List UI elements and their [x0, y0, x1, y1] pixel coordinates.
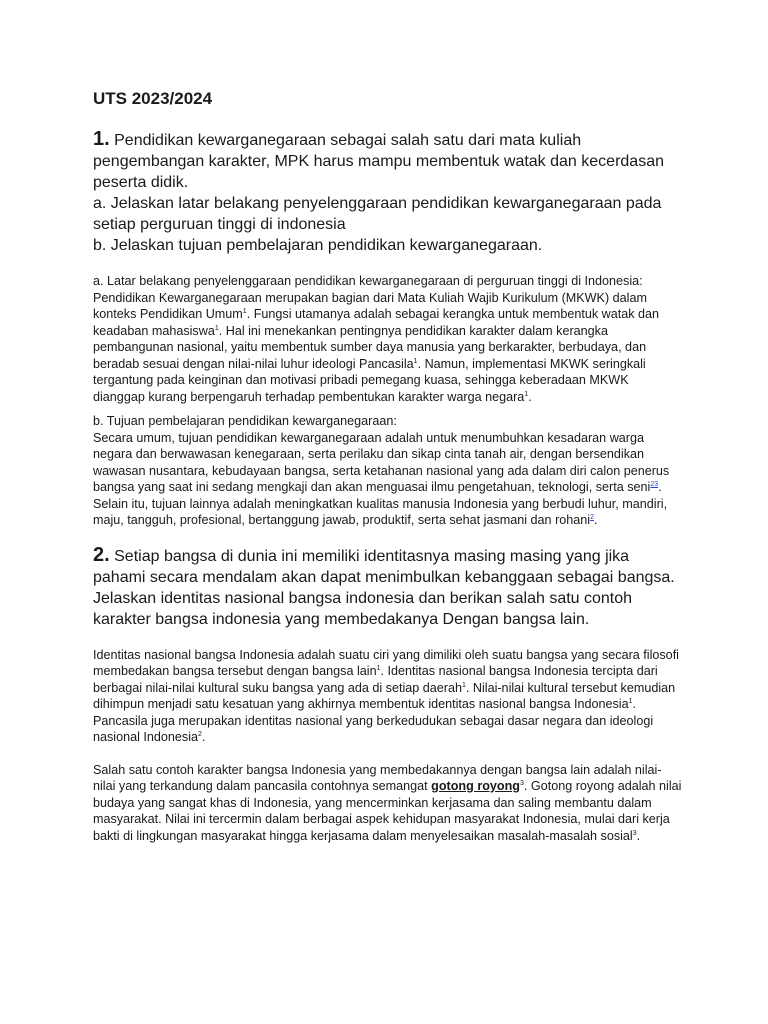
footnote-link[interactable]: 2 — [590, 513, 594, 521]
answer-1a-text: . Fungsi utamanya adalah sebagai kerangka untuk membentuk watak dan keadaban mahasiswa — [93, 307, 660, 338]
footnote-ref: 1 — [524, 390, 529, 398]
footnote-ref: 1 — [376, 664, 381, 672]
answer-2-paragraph-2 — [93, 762, 683, 845]
answer-1b-text: . — [593, 513, 598, 527]
answer-1b-text: Secara umum, tujuan pendidikan kewarganegaraan adalah untuk menumbuhkan kesadaran warga negara dan berwawasan kenegaraan, serta perilaku dan sikap cinta tanah air, dengan bersendikan wawasan nusantara, kebudayaan bangsa, serta ketahanan nasional yang ada dalam diri calon penerus bangsa yang saat ini sedang mengkaji dan akan menguasai ilmu pengetahuan, teknologi, serta seni — [93, 430, 670, 494]
question-2 — [93, 545, 683, 630]
footnote-ref: 3 — [520, 779, 524, 787]
answer-2-paragraph-1 — [93, 647, 683, 746]
answer-2b-text: . — [636, 828, 641, 843]
answer-1b-text: . Selain itu, tujuan lainnya adalah meningkatkan kualitas manusia Indonesia yang berbudi luhur, mandiri, maju, tangguh, profesional, bertanggung jawab, produktif, serta sehat jasmani dan rohani — [93, 480, 668, 527]
footnote-ref: 2 — [198, 730, 202, 738]
question-1-text: Pendidikan kewarganegaraan sebagai salah satu dari mata kuliah pengembangan karakter, MPK harus mampu membentuk watak dan kecerdasan peserta didik. — [93, 132, 664, 191]
question-1 — [93, 129, 683, 256]
doc-title: UTS 2023/2024 — [93, 89, 213, 108]
answer-2-text: . — [201, 730, 206, 744]
answer-1a-text: . Namun, implementasi MKWK seringkali tergantung pada keinginan dan motivasi pribadi pemegang kuasa, sehingga keberadaan MKWK dianggap kurang berpengaruh terhadap pembentukan karakter warga negara — [93, 356, 646, 404]
question-1-part-a: a. Jelaskan latar belakang penyelenggaraan pendidikan kewarganegaraan pada setiap perguruan tinggi di indonesia — [93, 195, 662, 233]
answer-2-text: . Nilai-nilai kultural tersebut kemudian dihimpun menjadi satu kesatuan yang akhirnya membentuk identitas nasional bangsa Indonesia — [93, 680, 676, 711]
answer-2-text: . Identitas nasional bangsa Indonesia tercipta dari berbagai nilai-nilai kultural suku bangsa yang ada di setiap daerah — [93, 664, 658, 695]
footnote-ref: 3 — [632, 829, 637, 837]
answer-1a-text: . — [528, 389, 532, 404]
footnote-ref: 1 — [628, 697, 633, 705]
answer-1b-heading: b. Tujuan pembelajaran pendidikan kewarganegaraan: — [93, 414, 397, 428]
footnote-ref: 1 — [461, 681, 466, 689]
answer-2-text: . Pancasila juga merupakan identitas nasional yang berkedudukan sebagai dasar negara dan ideologi nasional Indonesia — [93, 697, 654, 744]
answer-1a-text: . Hal ini menekankan pentingnya pendidikan karakter dalam kerangka pembangunan nasional, yaitu membentuk sumber daya manusia yang berkarakter, berbudaya, dan beradab sesuai dengan nilai-nilai luhur ideologi Pancasila — [93, 323, 647, 371]
question-2-text: Setiap bangsa di dunia ini memiliki identitasnya masing masing yang jika pahami secara mendalam akan dapat menimbulkan kebanggaan sebagai bangsa. Jelaskan identitas nasional bangsa indonesia dan berikan salah satu contoh karakter bangsa indonesia yang membedakanya Dengan bangsa lain. — [93, 547, 675, 628]
answer-1b — [93, 413, 683, 529]
answer-1a-text: a. Latar belakang penyelenggaraan pendidikan kewarganegaraan di perguruan tinggi di Indonesia: Pendidikan Kewarganegaraan merupakan bagian dari Mata Kuliah Wajib Kurikulum (MKWK) dalam konteks Pendidikan Umum — [93, 274, 647, 321]
footnote-link[interactable]: 23 — [650, 480, 659, 488]
question-1-part-b: b. Jelaskan tujuan pembelajaran pendidikan kewarganegaraan. — [93, 237, 543, 254]
answer-2b-text: Salah satu contoh karakter bangsa Indonesia yang membedakannya dengan bangsa lain adalah nilai-nilai yang terkandung dalam pancasila contohnya semangat — [93, 762, 662, 793]
gotong-royong-term: gotong royong — [431, 779, 520, 793]
document-content — [93, 88, 683, 844]
answer-2b-text: . Gotong royong adalah nilai budaya yang sangat khas di Indonesia, yang mencerminkan kerjasama dan saling membantu dalam masyarakat. Nilai ini tercermin dalam berbagai aspek kehidupan masyarakat Indonesia, mulai dari kerja bakti di lingkungan masyarakat hingga kerjasama dalam menyelesaikan masalah-masalah sosial — [93, 779, 682, 843]
question-1-number: 1. — [93, 128, 110, 150]
answer-2-text: Identitas nasional bangsa Indonesia adalah suatu ciri yang dimiliki oleh suatu bangsa yang secara filosofi membedakan bangsa tersebut dengan bangsa lain — [93, 647, 679, 678]
footnote-ref: 1 — [413, 357, 418, 365]
question-2-number: 2. — [93, 543, 110, 566]
footnote-ref: 1 — [214, 324, 219, 332]
answer-1a — [93, 273, 683, 405]
footnote-ref: 1 — [242, 307, 247, 315]
